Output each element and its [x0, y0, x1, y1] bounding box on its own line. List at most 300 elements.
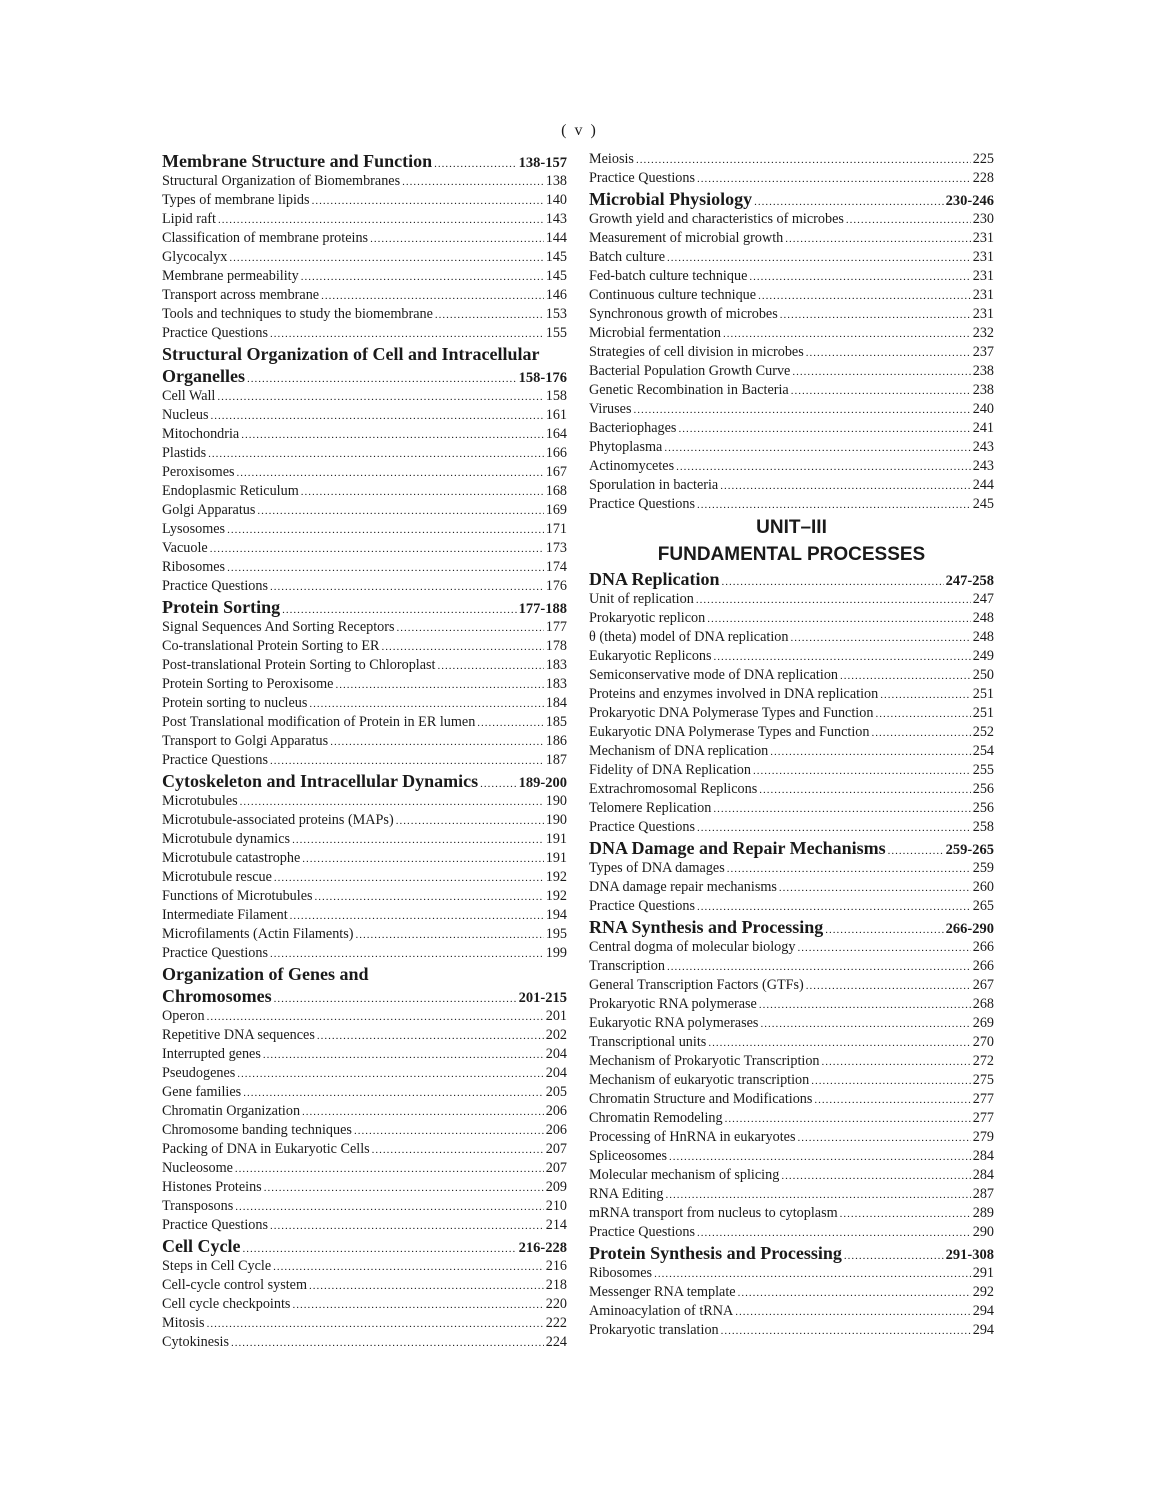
toc-entry[interactable]: [162, 1102, 567, 1121]
toc-entry-title: Microbial fermentation: [589, 325, 721, 341]
toc-entry[interactable]: [589, 1033, 994, 1052]
dot-leader: [780, 306, 971, 325]
dot-leader: [791, 382, 971, 401]
toc-entry[interactable]: [589, 1321, 994, 1340]
toc-entry-page: 269: [972, 1015, 994, 1031]
toc-entry-page: 244: [972, 477, 994, 493]
toc-entry[interactable]: [589, 1302, 994, 1321]
chapter-title: DNA Damage and Repair Mechanisms: [589, 838, 886, 858]
dot-leader: [749, 268, 970, 287]
dot-leader: [667, 249, 971, 268]
dot-leader: [634, 401, 971, 420]
toc-entry-page: 164: [545, 426, 567, 442]
toc-entry[interactable]: [589, 267, 994, 286]
dot-leader: [302, 850, 543, 869]
toc-entry-page: 210: [545, 1198, 567, 1214]
toc-entry-page: 206: [545, 1103, 567, 1119]
toc-entry[interactable]: [162, 1045, 567, 1064]
toc-entry-page: 247: [972, 591, 994, 607]
toc-entry[interactable]: [162, 387, 567, 406]
toc-entry-title: Strategies of cell division in microbes: [589, 344, 804, 360]
toc-entry-page: 245: [972, 496, 994, 512]
toc-entry-page: 145: [545, 249, 567, 265]
toc-entry[interactable]: [162, 539, 567, 558]
toc-entry-title: Eukaryotic DNA Polymerase Types and Function: [589, 724, 870, 740]
chapter-page-range: 189-200: [518, 775, 567, 791]
chapter-page-range: 216-228: [518, 1240, 567, 1256]
chapter-title: Cytoskeleton and Intracellular Dynamics: [162, 771, 479, 791]
toc-entry-title: Microtubule catastrophe: [162, 850, 301, 866]
toc-entry-page: 218: [545, 1277, 567, 1293]
toc-entry-page: 138: [545, 173, 567, 189]
dot-leader: [725, 1110, 971, 1129]
toc-entry-title: Types of membrane lipids: [162, 192, 310, 208]
toc-entry-page: 201: [545, 1008, 567, 1024]
toc-entry[interactable]: [162, 751, 567, 770]
toc-entry[interactable]: [162, 906, 567, 925]
toc-entry-page: 256: [972, 781, 994, 797]
toc-entry-page: 255: [972, 762, 994, 778]
toc-entry[interactable]: [589, 897, 994, 916]
dot-leader: [797, 1129, 970, 1148]
chapter-heading[interactable]: [589, 188, 994, 210]
toc-entry-title: Microfilaments (Actin Filaments): [162, 926, 354, 942]
toc-entry[interactable]: [162, 1216, 567, 1235]
toc-entry[interactable]: [589, 704, 994, 723]
toc-entry[interactable]: [162, 1121, 567, 1140]
toc-entry[interactable]: [589, 1090, 994, 1109]
toc-entry-title: Transport to Golgi Apparatus: [162, 733, 329, 749]
toc-entry[interactable]: [589, 878, 994, 897]
toc-left-column: [162, 150, 567, 1352]
dot-leader: [372, 1141, 544, 1160]
toc-entry[interactable]: [162, 425, 567, 444]
toc-entry-page: 190: [545, 793, 567, 809]
dot-leader: [301, 268, 544, 287]
toc-entry[interactable]: [162, 1276, 567, 1295]
toc-entry[interactable]: [162, 1007, 567, 1026]
toc-entry-title: Interrupted genes: [162, 1046, 261, 1062]
toc-entry-page: 228: [972, 170, 994, 186]
toc-entry[interactable]: [589, 1147, 994, 1166]
dot-leader: [825, 919, 943, 941]
toc-entry[interactable]: [589, 438, 994, 457]
dot-leader: [654, 1265, 971, 1284]
toc-entry[interactable]: [162, 675, 567, 694]
toc-entry-title: Mitosis: [162, 1315, 205, 1331]
toc-entry[interactable]: [589, 1204, 994, 1223]
toc-entry[interactable]: [589, 859, 994, 878]
toc-entry[interactable]: [162, 1197, 567, 1216]
toc-entry-page: 292: [972, 1284, 994, 1300]
toc-entry-page: 222: [545, 1315, 567, 1331]
dot-leader: [480, 773, 516, 795]
chapter-page-range: 158-176: [518, 370, 567, 386]
toc-entry-title: Spliceosomes: [589, 1148, 668, 1164]
toc-entry[interactable]: [162, 811, 567, 830]
toc-entry[interactable]: [162, 732, 567, 751]
dot-leader: [402, 173, 544, 192]
chapter-heading-line: Structural Organization of Cell and Intracellular: [162, 344, 540, 364]
toc-entry[interactable]: [162, 463, 567, 482]
toc-entry-title: Practice Questions: [162, 945, 268, 961]
toc-entry[interactable]: [589, 647, 994, 666]
toc-entry-title: Mechanism of eukaryotic transcription: [589, 1072, 810, 1088]
toc-entry[interactable]: [589, 286, 994, 305]
toc-entry-title: Telomere Replication: [589, 800, 712, 816]
toc-entry-title: Continuous culture technique: [589, 287, 757, 303]
toc-entry[interactable]: [162, 1026, 567, 1045]
toc-entry[interactable]: [162, 248, 567, 267]
toc-entry[interactable]: [162, 656, 567, 675]
toc-entry[interactable]: [162, 191, 567, 210]
toc-entry[interactable]: [162, 830, 567, 849]
toc-entry[interactable]: [162, 520, 567, 539]
toc-entry[interactable]: [162, 444, 567, 463]
dot-leader: [273, 1258, 544, 1277]
dot-leader: [270, 945, 544, 964]
toc-entry[interactable]: [162, 1159, 567, 1178]
toc-entry[interactable]: [589, 400, 994, 419]
dot-leader: [844, 1245, 944, 1267]
toc-entry[interactable]: [162, 944, 567, 963]
toc-entry[interactable]: [589, 305, 994, 324]
toc-entry[interactable]: [589, 1052, 994, 1071]
toc-entry[interactable]: [589, 1283, 994, 1302]
dot-leader: [207, 1315, 544, 1334]
toc-entry-title: Bacterial Population Growth Curve: [589, 363, 791, 379]
toc-entry-title: Extrachromosomal Replicons: [589, 781, 758, 797]
dot-leader: [309, 1277, 544, 1296]
dot-leader: [840, 667, 971, 686]
toc-entry[interactable]: [589, 995, 994, 1014]
dot-leader: [397, 619, 544, 638]
toc-entry[interactable]: [162, 577, 567, 596]
toc-entry-page: 284: [972, 1167, 994, 1183]
toc-entry[interactable]: [589, 957, 994, 976]
dot-leader: [237, 1065, 543, 1084]
toc-entry[interactable]: [589, 799, 994, 818]
toc-entry[interactable]: [162, 618, 567, 637]
toc-entry-title: Transcription: [589, 958, 665, 974]
toc-entry-title: Structural Organization of Biomembranes: [162, 173, 401, 189]
toc-entry[interactable]: [162, 713, 567, 732]
toc-entry[interactable]: [162, 1295, 567, 1314]
toc-entry-title: Chromatin Remodeling: [589, 1110, 723, 1126]
dot-leader: [208, 445, 544, 464]
toc-entry[interactable]: [162, 229, 567, 248]
chapter-page-range: 266-290: [945, 921, 994, 937]
toc-entry[interactable]: [162, 868, 567, 887]
toc-entry[interactable]: [589, 248, 994, 267]
toc-entry[interactable]: [589, 976, 994, 995]
toc-entry[interactable]: [162, 406, 567, 425]
toc-entry[interactable]: [162, 1178, 567, 1197]
toc-entry[interactable]: [162, 694, 567, 713]
unit-heading: UNIT–III: [756, 517, 827, 538]
toc-entry-page: 144: [545, 230, 567, 246]
toc-entry[interactable]: [162, 792, 567, 811]
dot-leader: [697, 898, 971, 917]
chapter-heading[interactable]: [589, 837, 994, 859]
toc-entry-page: 294: [972, 1303, 994, 1319]
toc-entry-page: 270: [972, 1034, 994, 1050]
toc-entry[interactable]: [162, 482, 567, 501]
toc-entry-title: Cytokinesis: [162, 1334, 230, 1350]
dot-leader: [335, 676, 543, 695]
toc-entry[interactable]: [589, 169, 994, 188]
toc-entry[interactable]: [162, 324, 567, 343]
dot-leader: [257, 502, 543, 521]
chapter-heading[interactable]: [162, 150, 567, 172]
toc-entry[interactable]: [589, 818, 994, 837]
toc-entry[interactable]: [162, 887, 567, 906]
toc-entry[interactable]: [589, 1128, 994, 1147]
toc-entry-page: 185: [545, 714, 567, 730]
toc-entry-page: 251: [972, 686, 994, 702]
toc-entry-title: Batch culture: [589, 249, 666, 265]
dot-leader: [785, 230, 970, 249]
toc-entry-page: 238: [972, 363, 994, 379]
dot-leader: [235, 1160, 544, 1179]
toc-entry-title: Signal Sequences And Sorting Receptors: [162, 619, 395, 635]
toc-entry[interactable]: [589, 685, 994, 704]
toc-entry-page: 277: [972, 1091, 994, 1107]
toc-entry-title: Chromatin Organization: [162, 1103, 301, 1119]
toc-entry-title: Vacuole: [162, 540, 208, 556]
toc-entry[interactable]: [589, 457, 994, 476]
dot-leader: [779, 879, 971, 898]
toc-entry-title: RNA Editing: [589, 1186, 664, 1202]
toc-entry[interactable]: [589, 476, 994, 495]
toc-entry-title: Bacteriophages: [589, 420, 677, 436]
toc-entry-page: 267: [972, 977, 994, 993]
chapter-page-range: 138-157: [518, 155, 567, 171]
dot-leader: [707, 610, 970, 629]
toc-entry-title: Microtubule-associated proteins (MAPs): [162, 812, 394, 828]
toc-entry-title: Practice Questions: [589, 1224, 695, 1240]
dot-leader: [241, 426, 543, 445]
toc-entry[interactable]: [589, 938, 994, 957]
toc-entry[interactable]: [589, 362, 994, 381]
toc-entry[interactable]: [162, 210, 567, 229]
toc-entry-page: 260: [972, 879, 994, 895]
dot-leader: [315, 888, 544, 907]
dot-leader: [477, 714, 543, 733]
toc-entry[interactable]: [589, 343, 994, 362]
toc-entry-title: Protein sorting to nucleus: [162, 695, 308, 711]
dot-leader: [806, 977, 971, 996]
toc-entry-page: 145: [545, 268, 567, 284]
toc-entry-page: 294: [972, 1322, 994, 1338]
dot-leader: [697, 1224, 971, 1243]
dot-leader: [727, 860, 971, 879]
dot-leader: [210, 540, 544, 559]
chapter-page-range: 247-258: [945, 573, 994, 589]
toc-entry[interactable]: [589, 666, 994, 685]
toc-entry-page: 155: [545, 325, 567, 341]
toc-entry[interactable]: [162, 637, 567, 656]
toc-entry[interactable]: [162, 286, 567, 305]
toc-entry[interactable]: [589, 381, 994, 400]
toc-entry[interactable]: [589, 1223, 994, 1242]
toc-entry-page: 183: [545, 657, 567, 673]
toc-entry-page: 266: [972, 958, 994, 974]
toc-entry-page: 174: [545, 559, 567, 575]
toc-entry-title: Eukaryotic Replicons: [589, 648, 712, 664]
toc-entry[interactable]: [162, 558, 567, 577]
toc-entry-title: Golgi Apparatus: [162, 502, 256, 518]
chapter-page-range: 259-265: [945, 842, 994, 858]
toc-entry[interactable]: [589, 723, 994, 742]
dot-leader: [713, 800, 970, 819]
toc-entry-title: Phytoplasma: [589, 439, 663, 455]
toc-entry-page: 243: [972, 458, 994, 474]
dot-leader: [822, 1053, 971, 1072]
toc-entry-title: Lysosomes: [162, 521, 226, 537]
toc-entry-title: Aminoacylation of tRNA: [589, 1303, 734, 1319]
toc-entry[interactable]: [589, 495, 994, 514]
toc-entry[interactable]: [589, 628, 994, 647]
chapter-heading[interactable]: [162, 985, 567, 1007]
dot-leader: [270, 1217, 544, 1236]
dot-leader: [880, 686, 971, 705]
toc-entry-page: 205: [545, 1084, 567, 1100]
toc-entry-page: 216: [545, 1258, 567, 1274]
toc-entry-title: Mitochondria: [162, 426, 240, 442]
toc-entry[interactable]: [589, 742, 994, 761]
toc-entry[interactable]: [162, 925, 567, 944]
toc-entry[interactable]: [162, 1140, 567, 1159]
toc-entry[interactable]: [589, 1014, 994, 1033]
toc-entry-page: 194: [545, 907, 567, 923]
toc-entry[interactable]: [162, 172, 567, 191]
toc-entry-page: 209: [545, 1179, 567, 1195]
toc-entry-page: 168: [545, 483, 567, 499]
toc-entry-title: Mechanism of DNA replication: [589, 743, 769, 759]
toc-entry-page: 231: [972, 249, 994, 265]
chapter-heading[interactable]: [162, 596, 567, 618]
toc-entry-title: Molecular mechanism of splicing: [589, 1167, 780, 1183]
toc-entry[interactable]: [589, 324, 994, 343]
toc-entry-title: Tools and techniques to study the biomembrane: [162, 306, 433, 322]
toc-entry-title: Central dogma of molecular biology: [589, 939, 796, 955]
chapter-heading[interactable]: [162, 770, 567, 792]
toc-entry[interactable]: [589, 1264, 994, 1283]
dot-leader: [243, 1084, 544, 1103]
toc-entry-title: Prokaryotic RNA polymerase: [589, 996, 757, 1012]
toc-entry[interactable]: [589, 419, 994, 438]
toc-entry-title: DNA damage repair mechanisms: [589, 879, 777, 895]
toc-entry[interactable]: [589, 229, 994, 248]
chapter-heading[interactable]: [589, 1242, 994, 1264]
toc-entry-page: 250: [972, 667, 994, 683]
toc-entry[interactable]: [162, 849, 567, 868]
chapter-title: DNA Replication: [589, 569, 720, 589]
toc-entry[interactable]: [589, 150, 994, 169]
toc-entry-page: 231: [972, 306, 994, 322]
toc-entry-title: Prokaryotic replicon: [589, 610, 706, 626]
toc-entry-page: 140: [545, 192, 567, 208]
dot-leader: [871, 724, 970, 743]
toc-entry-page: 207: [545, 1141, 567, 1157]
toc-entry[interactable]: [589, 780, 994, 799]
toc-entry-title: Synchronous growth of microbes: [589, 306, 778, 322]
toc-entry-page: 153: [545, 306, 567, 322]
dot-leader: [814, 1091, 970, 1110]
dot-leader: [738, 1284, 971, 1303]
chapter-heading[interactable]: [162, 1235, 567, 1257]
dot-leader: [217, 388, 543, 407]
dot-leader: [875, 705, 970, 724]
toc-entry[interactable]: [162, 1083, 567, 1102]
dot-leader: [321, 287, 544, 306]
chapter-title: Protein Synthesis and Processing: [589, 1243, 842, 1263]
toc-entry[interactable]: [162, 1257, 567, 1276]
dot-leader: [846, 211, 971, 230]
dot-leader: [435, 306, 544, 325]
dot-leader: [753, 762, 971, 781]
toc-entry[interactable]: [162, 305, 567, 324]
chapter-heading[interactable]: [589, 916, 994, 938]
toc-entry-page: 231: [972, 287, 994, 303]
dot-leader: [636, 151, 971, 170]
toc-entry[interactable]: [589, 1071, 994, 1090]
toc-entry-page: 191: [545, 831, 567, 847]
dot-leader: [759, 781, 970, 800]
dot-leader: [231, 1334, 544, 1353]
dot-leader: [292, 1296, 543, 1315]
dot-leader: [438, 657, 544, 676]
toc-entry-title: Microtubule rescue: [162, 869, 272, 885]
toc-entry-title: Eukaryotic RNA polymerases: [589, 1015, 759, 1031]
toc-entry-page: 214: [545, 1217, 567, 1233]
toc-entry-page: 248: [972, 610, 994, 626]
toc-entry[interactable]: [589, 761, 994, 780]
dot-leader: [434, 153, 516, 175]
dot-leader: [696, 591, 971, 610]
toc-entry-title: Practice Questions: [162, 325, 268, 341]
toc-entry[interactable]: [162, 501, 567, 520]
toc-entry[interactable]: [589, 609, 994, 628]
toc-entry-page: 191: [545, 850, 567, 866]
toc-entry[interactable]: [589, 1166, 994, 1185]
dot-leader: [242, 1238, 516, 1260]
toc-entry-title: Growth yield and characteristics of microbes: [589, 211, 844, 227]
toc-entry[interactable]: [589, 590, 994, 609]
toc-entry-page: 167: [545, 464, 567, 480]
toc-entry-page: 291: [972, 1265, 994, 1281]
toc-entry-page: 284: [972, 1148, 994, 1164]
toc-entry[interactable]: [589, 210, 994, 229]
toc-entry[interactable]: [162, 1314, 567, 1333]
toc-entry[interactable]: [162, 267, 567, 286]
toc-entry-title: Practice Questions: [589, 819, 695, 835]
toc-entry-page: 146: [545, 287, 567, 303]
dot-leader: [227, 521, 544, 540]
toc-entry[interactable]: [589, 1185, 994, 1204]
toc-entry-page: 240: [972, 401, 994, 417]
chapter-heading[interactable]: [589, 568, 994, 590]
toc-entry-page: 192: [545, 888, 567, 904]
chapter-heading[interactable]: [162, 365, 567, 387]
chapter-title: Membrane Structure and Function: [162, 151, 433, 171]
toc-entry[interactable]: [589, 1109, 994, 1128]
toc-entry[interactable]: [162, 1333, 567, 1352]
dot-leader: [309, 695, 543, 714]
toc-entry[interactable]: [162, 1064, 567, 1083]
dot-leader: [264, 1179, 544, 1198]
